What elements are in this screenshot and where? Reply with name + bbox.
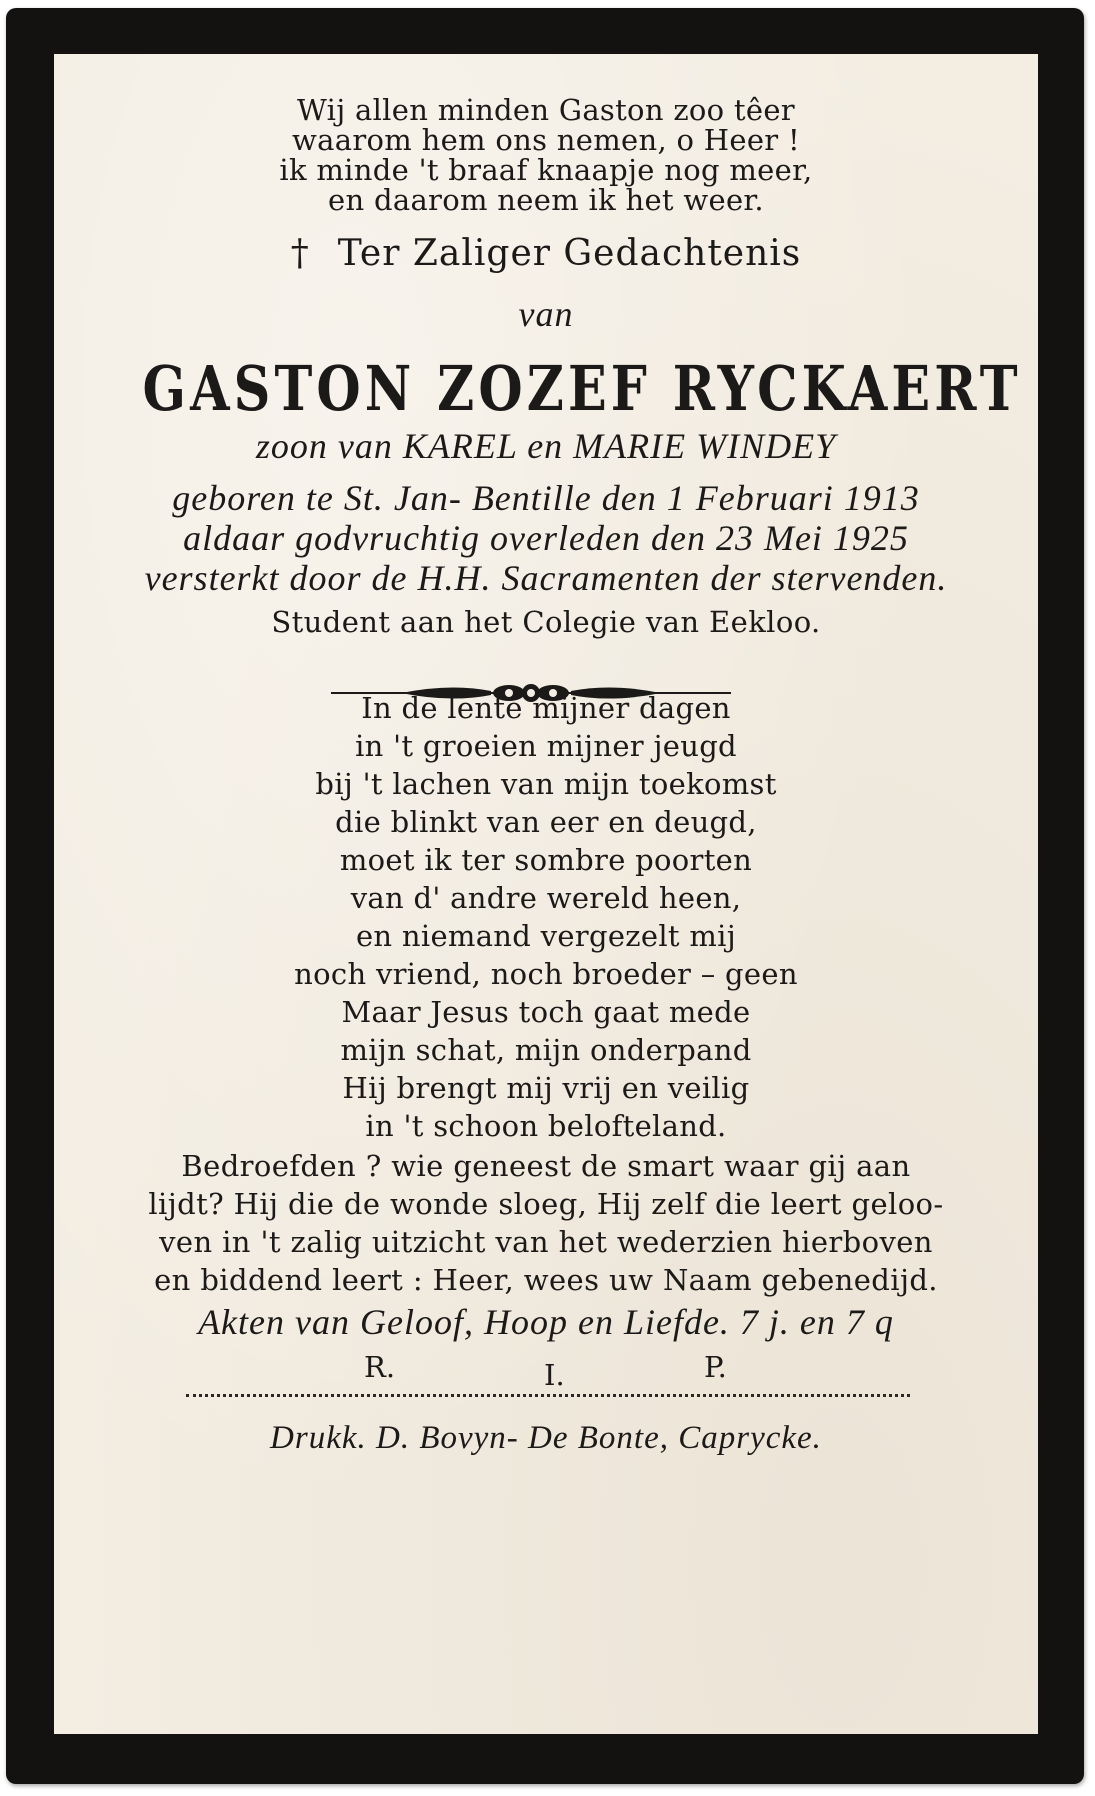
rip-i: I. (544, 1358, 565, 1392)
poem-line-8: noch vriend, noch broeder – geen (294, 957, 798, 991)
top-poem-line-4: en daarom neem ik het weer. (328, 183, 764, 217)
memorial-card (6, 8, 1084, 1784)
poem-line-11: Hij brengt mij vrij en veilig (342, 1071, 750, 1105)
poem-line-4: die blinkt van eer en deugd, (335, 805, 757, 839)
deceased-name: GASTON ZOZEF RYCKAERT (142, 352, 1022, 425)
dotted-divider (186, 1394, 910, 1397)
parents-line: zoon van KAREL en MARIE WINDEY (255, 426, 837, 466)
poem-line-3: bij 't lachen van mijn toekomst (315, 767, 777, 801)
card-paper (54, 54, 1038, 1734)
top-poem-line-2: waarom hem ons nemen, o Heer ! (292, 123, 800, 157)
poem-line-7: en niemand vergezelt mij (355, 919, 737, 953)
prose-line-4: en biddend leert : Heer, wees uw Naam gebenedijd. (154, 1263, 938, 1297)
prose-line-1: Bedroefden ? wie geneest de smart waar gij aan (181, 1149, 911, 1183)
acts-line: Akten van Geloof, Hoop en Liefde. 7 j. en 7 q (198, 1302, 894, 1342)
student-line: Student aan het Colegie van Eekloo. (271, 605, 821, 639)
birth-line: geboren te St. Jan- Bentille den 1 Februari 1913 (172, 478, 920, 518)
poem-line-12: in 't schoon belofteland. (365, 1109, 727, 1143)
prose-line-2: lijdt? Hij die de wonde sloeg, Hij zelf die leert geloo- (148, 1187, 944, 1221)
cross-icon: † (290, 233, 310, 274)
heading-text: Ter Zaliger Gedachtenis (337, 233, 802, 274)
top-poem-line-3: ik minde 't braaf knaapje nog meer, (279, 153, 813, 187)
poem-line-2: in 't groeien mijner jeugd (355, 729, 737, 763)
poem-line-9: Maar Jesus toch gaat mede (341, 995, 751, 1029)
top-poem-line-1: Wij allen minden Gaston zoo têer (297, 93, 795, 127)
rip-r: R. (364, 1350, 396, 1384)
poem-line-10: mijn schat, mijn onderpand (340, 1033, 752, 1067)
poem-line-6: van d' andre wereld heen, (350, 881, 742, 915)
printer-line: Drukk. D. Bovyn- De Bonte, Caprycke. (270, 1420, 822, 1456)
rip-p: P. (704, 1350, 727, 1384)
memorial-heading (54, 233, 1038, 274)
poem-line-1: In de lente mijner dagen (361, 691, 731, 725)
van-label: van (518, 294, 574, 334)
death-line: aldaar godvruchtig overleden den 23 Mei 1925 (183, 518, 909, 558)
poem-line-5: moet ik ter sombre poorten (339, 843, 753, 877)
sacraments-line: versterkt door de H.H. Sacramenten der stervenden. (144, 558, 948, 598)
prose-line-3: ven in 't zalig uitzicht van het wederzien hierboven (159, 1225, 933, 1259)
